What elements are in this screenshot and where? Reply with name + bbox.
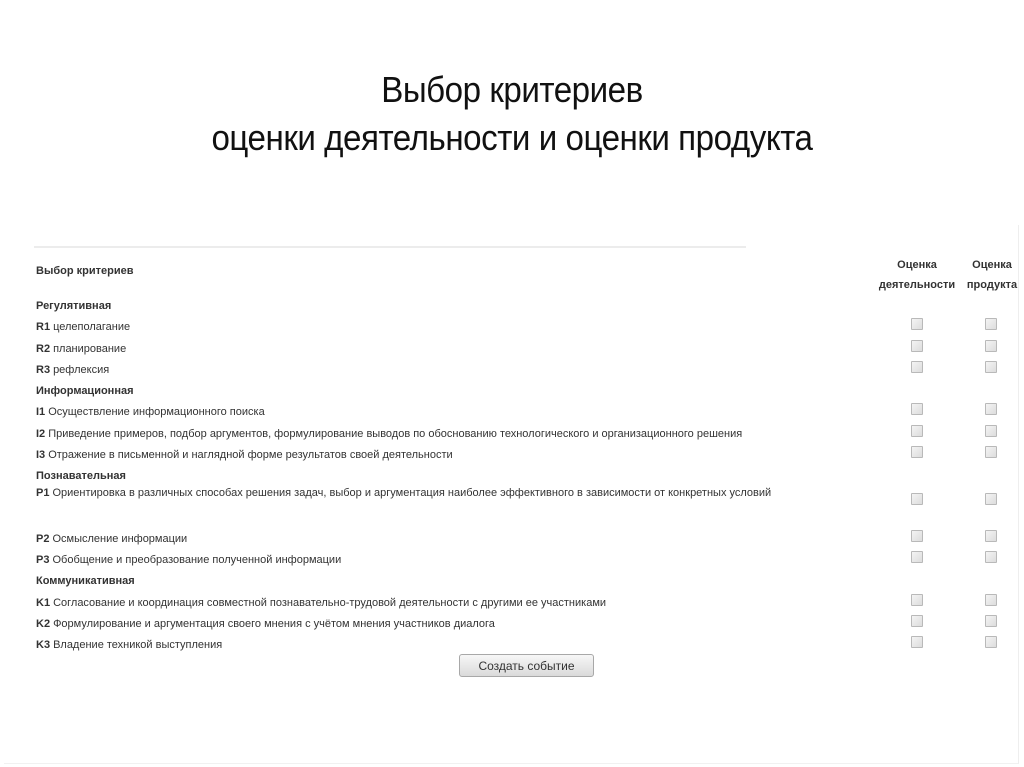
activity-checkbox[interactable] [911, 340, 923, 352]
column-header-activity [872, 255, 962, 295]
criterion-label: Осуществление информационного поиска [48, 406, 265, 419]
activity-checkbox[interactable] [911, 403, 923, 415]
product-checkbox[interactable] [985, 361, 997, 373]
column-header-product-line-1: Оценка [972, 259, 1012, 271]
criterion-row [36, 314, 1016, 335]
group-heading [36, 293, 1016, 314]
criterion-row [36, 399, 1016, 420]
criterion-row [36, 590, 1016, 611]
criterion-code: P1 [36, 486, 50, 499]
activity-checkbox[interactable] [911, 594, 923, 606]
group-name: Регулятивная [36, 300, 112, 312]
product-checkbox[interactable] [985, 636, 997, 648]
activity-checkbox[interactable] [911, 493, 923, 505]
group-heading [36, 568, 1016, 589]
product-checkbox[interactable] [985, 551, 997, 563]
column-header-activity-line-2: деятельности [878, 279, 956, 291]
criterion-row [36, 442, 1016, 463]
slide-title-line-1: Выбор критериев [381, 69, 643, 110]
activity-checkbox[interactable] [911, 361, 923, 373]
product-checkbox[interactable] [985, 340, 997, 352]
criterion-label: планирование [53, 342, 127, 355]
criterion-label: Формулирование и аргументация своего мнения с учётом мнения участников диалога [53, 617, 495, 630]
form-header: Выбор критериев [36, 265, 134, 277]
activity-checkbox[interactable] [911, 425, 923, 437]
criterion-label: Обобщение и преобразование полученной информации [52, 553, 342, 566]
criterion-code: I3 [36, 449, 46, 462]
create-event-button[interactable]: Создать событие [459, 654, 594, 677]
criterion-label: Владение техникой выступления [53, 639, 223, 652]
criterion-label: Приведение примеров, подбор аргументов, формулирование выводов по обоснованию технологического и организационного решения [48, 427, 743, 440]
criterion-label: Ориентировка в различных способах решения задач, выбор и аргументация наиболее эффективного в зависимости от конкретных условий [52, 486, 772, 499]
activity-checkbox[interactable] [911, 530, 923, 542]
criterion-code: R3 [36, 363, 51, 376]
criterion-label: Отражение в письменной и наглядной форме результатов своей деятельности [48, 449, 453, 462]
product-checkbox[interactable] [985, 530, 997, 542]
criterion-label: Согласование и координация совместной познавательно-трудовой деятельности с другими ее участниками [53, 596, 607, 609]
criterion-code: K1 [36, 596, 51, 609]
criterion-row [36, 611, 1016, 632]
criterion-label: рефлексия [53, 363, 110, 376]
product-checkbox[interactable] [985, 594, 997, 606]
product-checkbox[interactable] [985, 615, 997, 627]
product-checkbox[interactable] [985, 446, 997, 458]
criterion-label: Осмысление информации [52, 532, 188, 545]
product-checkbox[interactable] [985, 403, 997, 415]
criterion-code: P2 [36, 532, 50, 545]
criterion-row [36, 632, 1016, 653]
activity-checkbox[interactable] [911, 551, 923, 563]
activity-checkbox[interactable] [911, 446, 923, 458]
criterion-row [36, 357, 1016, 378]
criteria-list [36, 293, 1016, 653]
activity-checkbox[interactable] [911, 318, 923, 330]
criterion-code: K2 [36, 617, 51, 630]
column-header-product [962, 255, 1022, 295]
group-name: Информационная [36, 385, 134, 398]
activity-checkbox[interactable] [911, 636, 923, 648]
criterion-code: K3 [36, 639, 51, 652]
slide-title [41, 66, 983, 162]
column-header-activity-line-1: Оценка [897, 259, 937, 271]
criterion-code: I1 [36, 406, 46, 419]
criterion-code: I2 [36, 427, 46, 440]
criterion-row [36, 485, 1016, 526]
criterion-code: P3 [36, 553, 50, 566]
criterion-row [36, 547, 1016, 568]
slide-title-line-2: оценки деятельности и оценки продукта [211, 117, 813, 158]
criterion-row [36, 336, 1016, 357]
group-heading [36, 463, 1016, 484]
group-name: Познавательная [36, 470, 126, 483]
criterion-row [36, 421, 1016, 442]
product-checkbox[interactable] [985, 425, 997, 437]
criterion-code: R1 [36, 321, 51, 334]
column-header-product-line-2: продукта [966, 279, 1018, 291]
activity-checkbox[interactable] [911, 615, 923, 627]
criterion-label: целеполагание [53, 321, 131, 334]
criterion-row [36, 526, 1016, 547]
criterion-code: R2 [36, 342, 51, 355]
product-checkbox[interactable] [985, 318, 997, 330]
header-separator [34, 246, 746, 248]
group-name: Коммуникативная [36, 575, 135, 588]
product-checkbox[interactable] [985, 493, 997, 505]
group-heading [36, 378, 1016, 399]
